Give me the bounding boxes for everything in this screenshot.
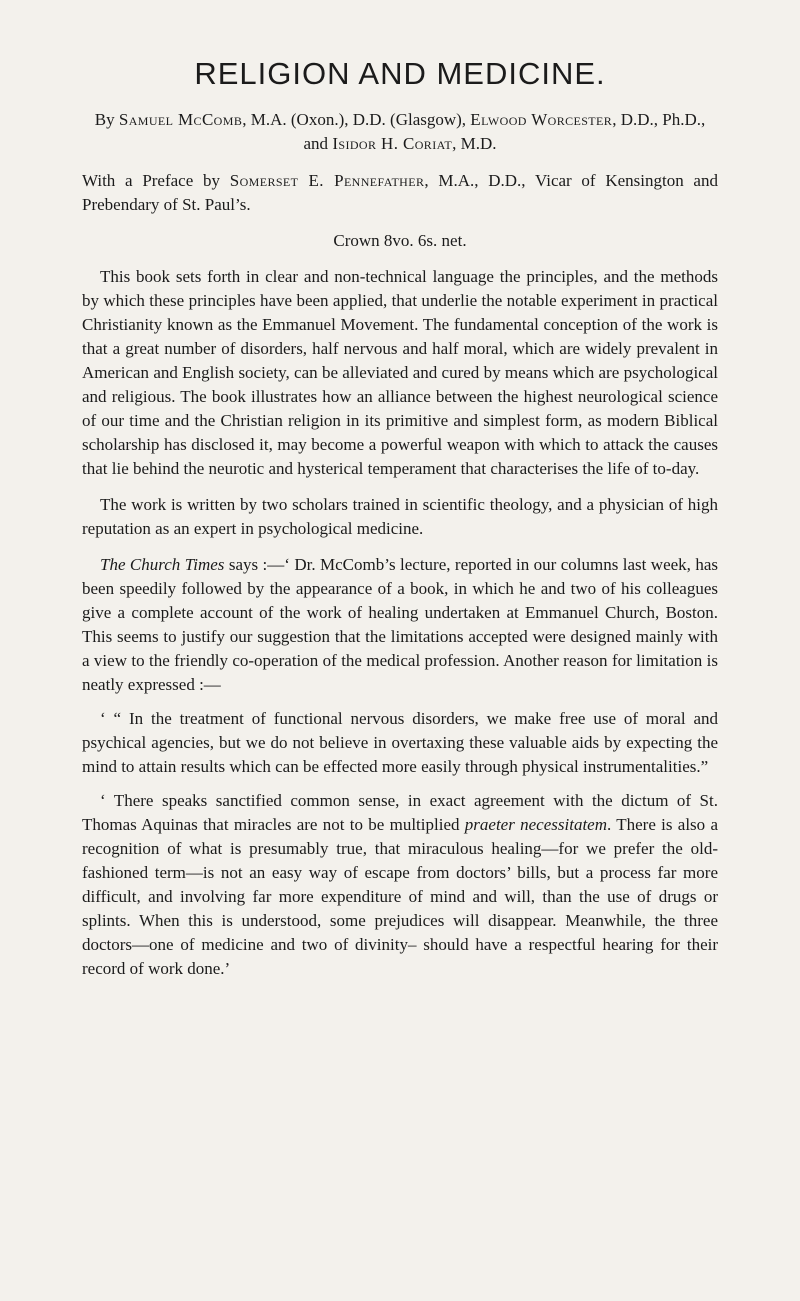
author-credentials-2: , D.D., Ph.D., and — [303, 110, 706, 153]
author-credentials-3: , M.D. — [452, 134, 497, 153]
closing-paragraph — [82, 789, 718, 981]
byline — [82, 108, 718, 156]
author-credentials-1: , M.A. (Oxon.), D.D. (Glasgow), — [242, 110, 471, 129]
closing-text-a: ‘ There speaks sanctified common sense, in exact agreement with the dictum of St. Thomas Aquinas that miracles are not to be multiplied — [82, 791, 718, 834]
description-paragraph: This book sets forth in clear and non-technical language the principles, and the methods by which these principles have been applied, that underlie the notable experiment in practical Christianity known as the Emmanuel Movement. The fundamental conception of the work is that a great number of disorders, half nervous and half moral, which are widely prevalent in American and English society, can be alleviated and cured by means which are psychological and religious. The book illustrates how an alliance between the highest neurological science of our time and the Christian religion in its primitive and simplest form, as modern Biblical scholarship has disclosed it, may become a powerful weapon with which to attack the causes that lie behind the neurotic and hysterical temperament that characterises the life of to-day. — [82, 267, 718, 478]
page-title: RELIGION AND MEDICINE. — [194, 56, 606, 91]
review-source: The Church Times — [100, 555, 225, 574]
byline-by: By — [94, 110, 119, 129]
review-text: says :—‘ Dr. McComb’s lecture, reported in our columns last week, has been speedily followed by the appearance of a book, in which he and two of his colleagues give a complete account of the work of healing undertaken at Emmanuel Church, Boston. This seems to justify our suggestion that the limitations accepted were designed mainly with a view to the friendly co-operation of the medical profession. Another reason for limitation is neatly expressed :— — [82, 555, 719, 694]
preface-line — [82, 169, 718, 217]
author-name-2: Elwood Worcester — [470, 110, 613, 129]
price-line: Crown 8vo. 6s. net. — [333, 231, 467, 250]
preface-lead: With a Preface by — [82, 171, 230, 190]
latin-phrase: praeter necessitatem — [464, 815, 607, 834]
quote-paragraph: ‘ “ In the treatment of functional nervous disorders, we make free use of moral and psychical agencies, but we do not believe in overtaxing these valuable aids by expecting the mind to attain results which can be effected more easily through physical instrumentalities.” — [82, 709, 718, 776]
closing-text-b: . There is also a recognition of what is presumably true, that miraculous healing—for we prefer the old-fashioned term—is not an easy way of escape from doctors’ bills, but a process far more difficult, and involving far more expenditure of mind and will, than the use of drugs or splints. When this is understood, some prejudices will disappear. Meanwhile, the three doctors—one of medicine and two of divinity– should have a respectful hearing for their record of work done.’ — [82, 815, 718, 978]
preface-author-name: Somerset E. Pennefather — [229, 171, 425, 190]
authors-paragraph: The work is written by two scholars trained in scientific theology, and a physician of high reputation as an expert in psychological medicine. — [82, 495, 718, 538]
author-name-3: Isidor H. Coriat — [332, 134, 453, 153]
review-paragraph — [82, 553, 718, 697]
author-name-1: Samuel McComb — [118, 110, 243, 129]
preface-author-details: , M.A., D.D., Vicar of Kensington and Prebendary of St. Paul’s. — [82, 171, 718, 214]
